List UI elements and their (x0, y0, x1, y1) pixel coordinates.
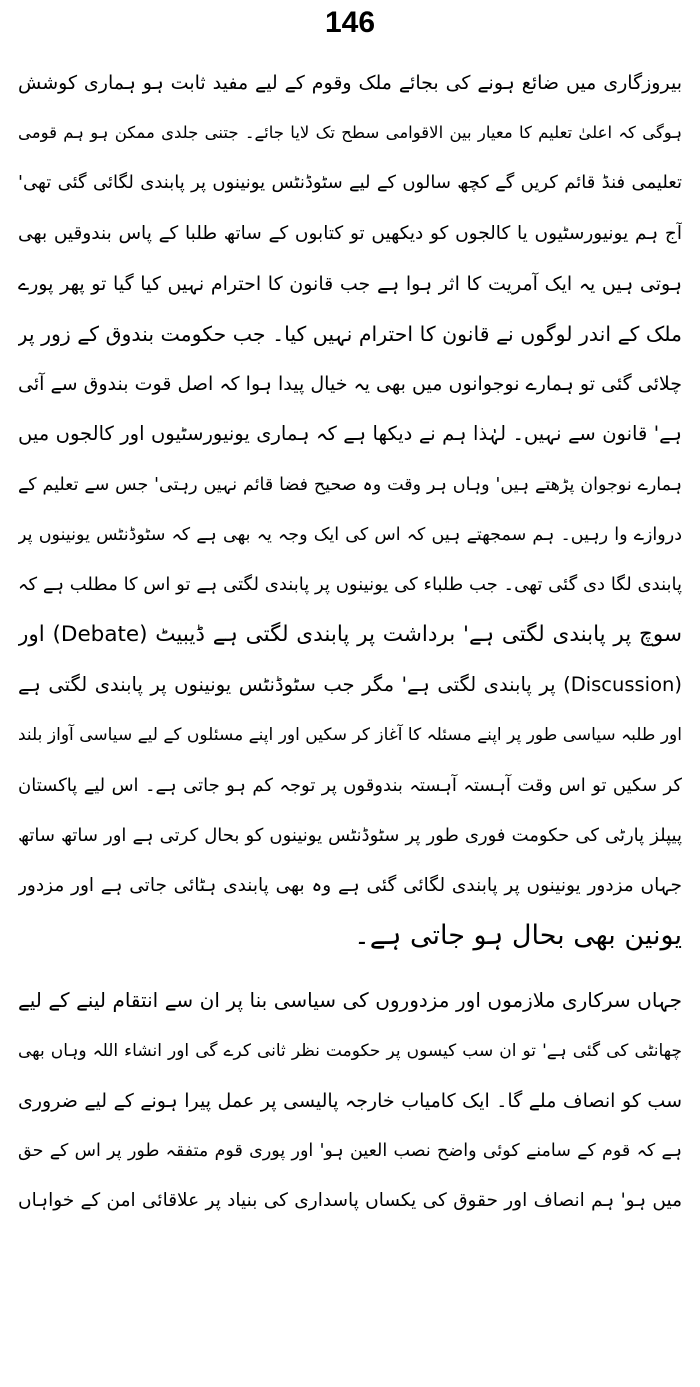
text-line: سب کو انصاف ملے گا۔ ایک کامیاب خارجہ پالیسی پر عمل پیرا ہونے کے لیے ضروری (18, 1089, 682, 1112)
page-number: 146 (324, 6, 376, 39)
text-line: چھانٹی کی گئی ہے' تو ان سب کیسوں پر حکومت نظر ثانی کرے گی اور انشاء اللہ وہاں بھی (18, 1040, 682, 1061)
text-line: پیپلز پارٹی کی حکومت فوری طور پر سٹوڈنٹس یونینوں کو بحال کرتی ہے اور ساتھ ساتھ (18, 824, 682, 846)
text-line: سوچ پر پابندی لگتی ہے' برداشت پر پابندی لگتی ہے ڈیبیٹ (Debate) اور (18, 622, 682, 648)
text-line: جہاں سرکاری ملازموں اور مزدوروں کی سیاسی بنا پر ان سے انتقام لینے کے لیے (18, 988, 682, 1013)
text-line: (Discussion) پر پابندی لگتی ہے' مگر جب سٹوڈنٹس یونینوں پر پابندی لگتی ہے (18, 673, 682, 697)
paragraph-break (18, 961, 682, 975)
page-body (18, 58, 682, 1226)
text-line: کر سکیں تو اس وقت آہستہ آہستہ بندوقوں پر توجہ کم ہو جاتی ہے۔ اس لیے پاکستان (18, 774, 682, 796)
text-line: ہے' قانون سے نہیں۔ لہٰذا ہم نے دیکھا ہے کہ ہماری یونیورسٹیوں اور کالجوں میں (18, 422, 682, 446)
text-line: ہے کہ قوم کے سامنے کوئی واضح نصب العین ہو' اور پوری قوم متفقہ طور پر اس کے حق (18, 1140, 682, 1161)
text-line: میں ہو' ہم انصاف اور حقوق کی یکساں پاسداری کی بنیاد پر علاقائی امن کے خواہاں (18, 1190, 682, 1212)
text-line: پابندی لگا دی گئی تھی۔ جب طلباء کی یونینوں پر پابندی لگتی ہے تو اس کا مطلب ہے کہ (18, 573, 682, 595)
text-line: اور طلبہ سیاسی طور پر اپنے مسئلہ کا آغاز کر سکیں اور اپنے مسئلوں کے لیے سیاسی آواز بلند (18, 725, 682, 746)
text-line: ہوگی کہ اعلیٰ تعلیم کا معیار بین الاقوامی سطح تک لایا جائے۔ جتنی جلدی ممکن ہو ہم قومی (18, 123, 682, 143)
text-line: ہوتی ہیں یہ ایک آمریت کا اثر ہوا ہے جب قانون کا احترام نہیں کیا گیا تو پھر پورے (18, 272, 682, 295)
text-line: جہاں مزدور یونینوں پر پابندی لگائی گئی ہے وہ بھی پابندی ہٹائی جاتی ہے اور مزدور (18, 875, 682, 896)
text-line: آج ہم یونیورسٹیوں یا کالجوں کو دیکھیں تو کتابوں کے ساتھ طلبا کے پاس بندوقیں بھی (18, 222, 682, 244)
text-line: ہمارے نوجوان پڑھتے ہیں' وہاں ہر وقت وہ صحیح فضا قائم نہیں رہتی' جس سے تعلیم کے (18, 474, 682, 495)
text-line: تعلیمی فنڈ قائم کریں گے کچھ سالوں کے لیے سٹوڈنٹس یونینوں پر پابندی لگائی گئی تھی' (18, 172, 682, 194)
text-line: دروازے وا رہیں۔ ہم سمجھتے ہیں کہ اس کی ایک وجہ یہ بھی ہے کہ سٹوڈنٹس یونینوں پر (18, 524, 682, 545)
text-line: یونین بھی بحال ہو جاتی ہے۔ (353, 920, 682, 952)
text-line: چلائی گئی تو ہمارے نوجوانوں میں بھی یہ خیال پیدا ہوا کہ اصل قوت بندوق سے آئی (18, 373, 682, 396)
text-line: بیروزگاری میں ضائع ہونے کی بجائے ملک وقوم کے لیے مفید ثابت ہو ہماری کوشش (18, 72, 682, 94)
text-line: ملک کے اندر لوگوں نے قانون کا احترام نہیں کیا۔ جب حکومت بندوق کے زور پر (18, 321, 682, 346)
